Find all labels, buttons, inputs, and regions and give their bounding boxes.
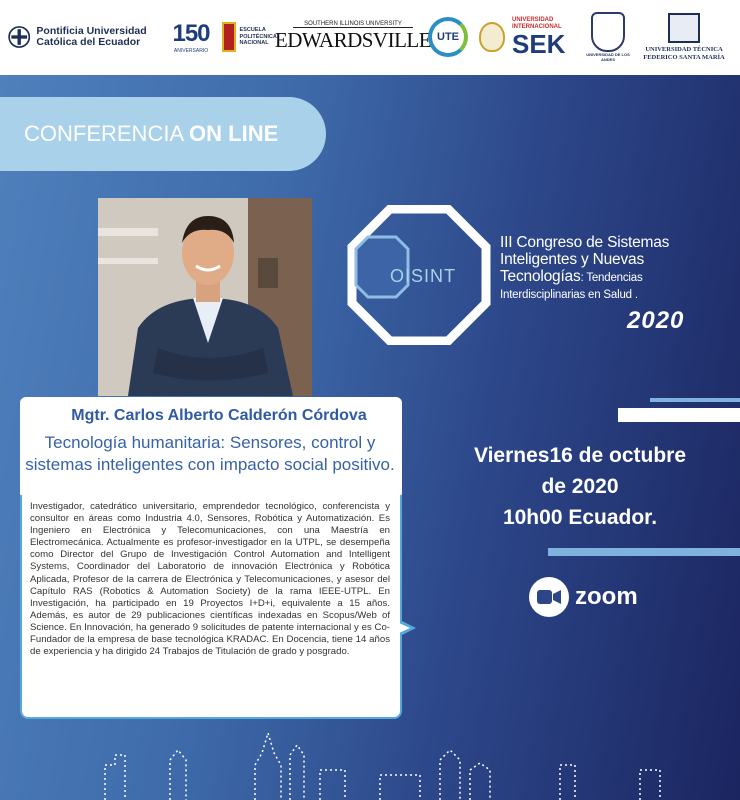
congress-logo [338,205,498,345]
utfsm-logo [634,8,734,66]
ute-logo-text: UTE [428,17,468,57]
epn-150-number: 150 [172,20,210,47]
conference-banner-text [24,121,278,147]
congress-logo-text: OISINT [390,266,457,286]
sek-logo-small: UNIVERSIDAD INTERNACIONAL [512,17,562,30]
banner-highlight: ON LINE [189,121,279,146]
ute-logo [424,8,472,66]
sek-logo-main: SEK [512,29,566,59]
congress-title [500,234,732,304]
decor-bar-1 [650,398,740,402]
congress-year: 2020 [627,307,685,334]
epn-150-sub: ANIVERSARIO [173,48,209,54]
utfsm-logo-text: UNIVERSIDAD TÉCNICA FEDERICO SANTA MARÍA [643,45,725,61]
zoom-platform [529,577,638,617]
speaker-photo [98,198,312,396]
speaker-bio: Investigador, catedrático universitario, emprendedor tecnológico, conferencista y consultor en áreas como Industria 4.0, Sensores, Robótica y Automatización. Es Ingeniero en Electrónica y Telecomunicaciones, con una Maestría en Electromecánica. Actualmente es profesor-investigador en la UTPL, se desempeña como Director del Grupo de Investigación Control Automation and Intelligent Systems, Coordinador del Laboratorio de innovación Electrónica y Robótica Aplicada, Profesor de la carrera de Electrónica y Telecomunicaciones, y asesor del Capítulo RAS (Robotics & Automation Society) de la rama IEEE-UTPL. En Investigación, ha participado en 19 Proyectos I+D+i, equivalente a 15 años. Además, es autor de 29 publicaciones científicas indexadas en Scopus/Web of Science. En Innovación, ha generado 9 solicitudes de patente internacional y es Co-Fundador de la empresa de base tecnológica KRADAC. En Docencia, tiene 14 años de experiencia y ha dirigido 24 Trabajos de Titulación de grado y posgrado. [30,501,390,658]
congress-title-line4: Interdisciplinarias en Salud . [500,289,638,301]
event-date-line2: de 2020 [541,475,619,498]
decor-bar-2 [618,408,740,422]
congress-title-line1: III Congreso de Sistemas [500,234,670,251]
speaker-name: Mgtr. Carlos Alberto Calderón Córdova [71,407,367,424]
emblem-icon [479,22,505,52]
partner-logos-bar [0,0,740,75]
congress-title-line3b: : Tendencias [580,272,643,284]
epn-150-logo [165,8,217,66]
zoom-label: zoom [575,583,638,610]
poster-panel [0,75,740,800]
andes-logo-text: UNIVERSIDAD DE LOS ANDES [586,52,630,62]
puce-logo [8,8,158,66]
event-time: 10h00 Ecuador. [502,506,658,529]
puce-logo-text: Pontificia Universidad Católica del Ecuador [36,25,147,48]
event-date-line1: Viernes16 de octubre [473,444,687,467]
bio-box-pointer-fill [399,623,410,633]
banner-prefix: CONFERENCIA [24,121,190,146]
utfsm-crest-icon [668,13,700,43]
siue-logo-top: SOUTHERN ILLINOIS UNIVERSITY [293,21,413,28]
conference-banner [0,97,326,171]
congress-title-line3a: Tecnologías [500,268,581,285]
city-skyline-outline [0,725,740,800]
andes-logo [586,8,630,66]
speaker-portrait-image [98,198,312,396]
epn-shield-icon [222,22,236,52]
talk-title: Tecnología humanitaria: Sensores, control y sistemas inteligentes con impacto social positivo. [25,433,395,474]
congress-title-line3 [500,268,732,287]
puce-emblem-icon [8,17,30,57]
siue-logo [274,8,432,66]
sek-logo [512,8,582,66]
event-datetime [440,440,720,533]
andes-crest-icon [591,12,625,52]
epn-logo-text: ESCUELA POLITÉCNICA NACIONAL [239,27,277,47]
decor-bar-3 [548,548,740,556]
camera-icon [529,577,569,617]
congress-title-line2: Inteligentes y Nuevas [500,251,644,268]
military-emblem-logo [476,8,508,66]
siue-logo-main: EDWARDSVILLE [274,28,432,52]
